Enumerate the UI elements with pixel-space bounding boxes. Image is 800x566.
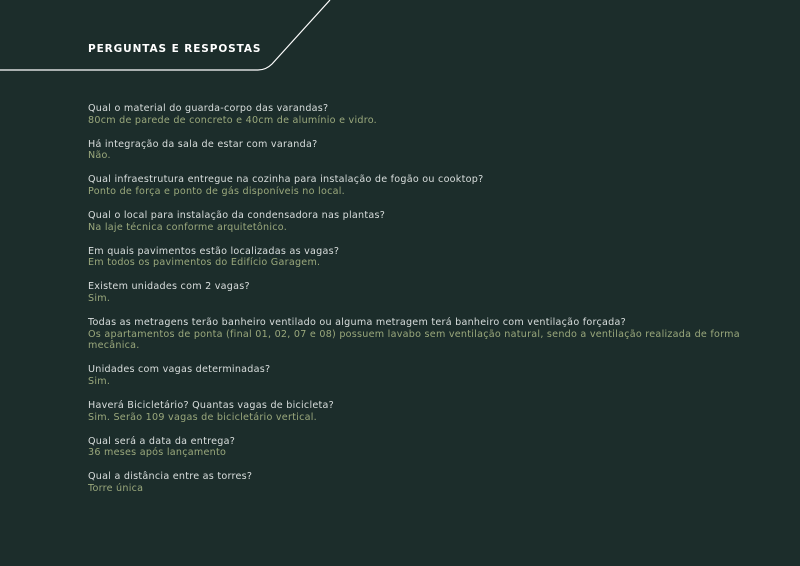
faq-question: Existem unidades com 2 vagas? xyxy=(88,281,250,293)
faq-answer: Sim. Serão 109 vagas de bicicletário vertical. xyxy=(88,411,317,423)
faq-answer: Os apartamentos de ponta (final 01, 02, 07 e 08) possuem lavabo sem ventilação natural, sendo a ventilação realizada de forma mecânica. xyxy=(88,328,740,352)
faq-item xyxy=(88,364,768,387)
faq-question: Qual o material do guarda-corpo das varandas? xyxy=(88,103,329,114)
faq-item xyxy=(88,471,768,494)
faq-answer: 36 meses após lançamento xyxy=(88,447,227,459)
faq-item xyxy=(88,174,768,197)
faq-answer: Ponto de força e ponto de gás disponíveis no local. xyxy=(88,185,345,197)
faq-item xyxy=(88,210,768,233)
faq-answer: Sim. xyxy=(88,376,111,387)
faq-list xyxy=(88,103,768,507)
faq-item xyxy=(88,103,768,126)
faq-question: Unidades com vagas determinadas? xyxy=(88,364,271,376)
faq-question: Qual a distância entre as torres? xyxy=(88,471,253,483)
faq-question: Em quais pavimentos estão localizadas as vagas? xyxy=(88,245,340,257)
faq-item xyxy=(88,436,768,459)
faq-answer: 80cm de parede de concreto e 40cm de alumínio e vidro. xyxy=(88,114,377,126)
faq-answer: Torre única xyxy=(88,483,144,495)
faq-item xyxy=(88,281,768,304)
faq-answer: Na laje técnica conforme arquitetônico. xyxy=(88,221,288,233)
faq-item xyxy=(88,317,768,352)
faq-item xyxy=(88,400,768,423)
faq-question: Haverá Bicicletário? Quantas vagas de bicicleta? xyxy=(88,400,335,412)
faq-question: Qual infraestrutura entregue na cozinha para instalação de fogão ou cooktop? xyxy=(88,174,484,186)
faq-item xyxy=(88,246,768,269)
faq-question: Qual será a data da entrega? xyxy=(88,435,236,447)
faq-answer: Não. xyxy=(88,150,111,162)
faq-question: Qual o local para instalação da condensadora nas plantas? xyxy=(88,210,386,222)
faq-item xyxy=(88,139,768,162)
faq-answer: Sim. xyxy=(88,293,111,305)
faq-question: Todas as metragens terão banheiro ventilado ou alguma metragem terá banheiro com ventilação forçada? xyxy=(88,317,626,329)
faq-answer: Em todos os pavimentos do Edifício Garagem. xyxy=(88,257,321,269)
faq-question: Há integração da sala de estar com varanda? xyxy=(88,138,318,150)
page-title: PERGUNTAS E RESPOSTAS xyxy=(88,43,262,55)
